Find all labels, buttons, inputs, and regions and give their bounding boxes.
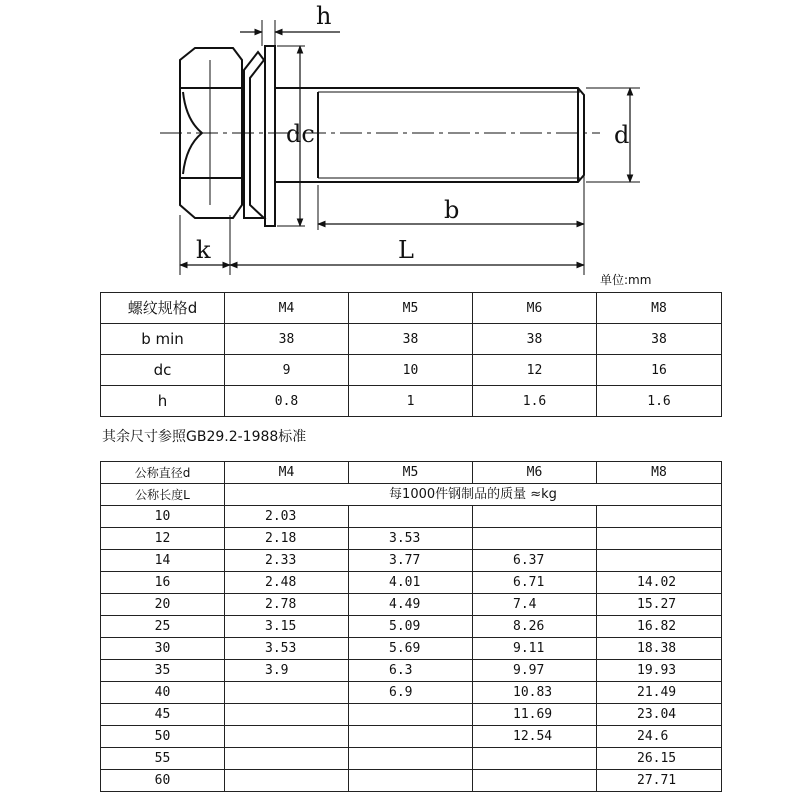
mass-cell: 10.83	[473, 682, 597, 704]
mass-length-cell: 12	[101, 528, 225, 550]
mass-unit-label: 每1000件钢制品的质量 ≈kg	[225, 484, 722, 506]
spec-header-row	[101, 293, 722, 324]
spec-header-label: 螺纹规格d	[101, 293, 225, 324]
bolt-assembly-drawing	[0, 0, 800, 290]
unit-note: 单位:mm	[600, 273, 652, 287]
mass-cell	[597, 550, 722, 572]
label-d: d	[614, 121, 630, 149]
mass-length-cell: 20	[101, 594, 225, 616]
spec-row	[101, 355, 722, 386]
mass-unit-row	[101, 484, 722, 506]
mass-table	[100, 461, 722, 792]
mass-cell: 15.27	[597, 594, 722, 616]
bolt-shank	[275, 88, 584, 182]
mass-row	[101, 638, 722, 660]
mass-cell	[225, 682, 349, 704]
mass-row	[101, 528, 722, 550]
mass-cell: 2.18	[225, 528, 349, 550]
spec-size-header: M5	[349, 293, 473, 324]
flat-washer	[265, 46, 275, 226]
mass-header-row	[101, 462, 722, 484]
mass-cell: 2.03	[225, 506, 349, 528]
mass-length-cell: 40	[101, 682, 225, 704]
spec-row-label: dc	[101, 355, 225, 386]
mass-cell: 12.54	[473, 726, 597, 748]
mass-row	[101, 726, 722, 748]
spec-cell: 38	[225, 324, 349, 355]
mass-length-cell: 16	[101, 572, 225, 594]
mass-cell	[225, 770, 349, 792]
spec-size-header: M4	[225, 293, 349, 324]
mass-row	[101, 660, 722, 682]
mass-length-cell: 50	[101, 726, 225, 748]
mass-cell	[473, 748, 597, 770]
spec-table	[100, 292, 722, 417]
mass-cell	[473, 528, 597, 550]
spec-cell: 16	[597, 355, 722, 386]
mass-header-d-label: 公称直径d	[101, 462, 225, 484]
mass-cell: 11.69	[473, 704, 597, 726]
label-h: h	[316, 2, 332, 30]
spec-size-header: M8	[597, 293, 722, 324]
mass-cell: 3.15	[225, 616, 349, 638]
mass-length-cell: 30	[101, 638, 225, 660]
spring-washer	[244, 52, 264, 218]
mass-cell: 4.01	[349, 572, 473, 594]
mass-cell: 2.48	[225, 572, 349, 594]
mass-cell	[473, 770, 597, 792]
mass-row	[101, 748, 722, 770]
label-b: b	[444, 196, 460, 224]
mass-size-header: M4	[225, 462, 349, 484]
spec-row-label: b min	[101, 324, 225, 355]
mass-cell	[349, 506, 473, 528]
mass-cell: 3.53	[225, 638, 349, 660]
mass-cell: 3.77	[349, 550, 473, 572]
spec-cell: 1.6	[473, 386, 597, 417]
mass-cell: 21.49	[597, 682, 722, 704]
mass-cell: 6.9	[349, 682, 473, 704]
mass-size-header: M8	[597, 462, 722, 484]
mass-cell: 26.15	[597, 748, 722, 770]
mass-length-cell: 35	[101, 660, 225, 682]
spec-size-header: M6	[473, 293, 597, 324]
spec-row-label: h	[101, 386, 225, 417]
mass-cell: 5.69	[349, 638, 473, 660]
mass-length-cell: 14	[101, 550, 225, 572]
mass-cell	[597, 528, 722, 550]
spec-cell: 10	[349, 355, 473, 386]
mass-row	[101, 550, 722, 572]
mass-row	[101, 616, 722, 638]
mass-cell: 16.82	[597, 616, 722, 638]
mass-cell: 4.49	[349, 594, 473, 616]
mass-cell: 9.11	[473, 638, 597, 660]
spec-cell: 38	[349, 324, 473, 355]
spec-cell: 1	[349, 386, 473, 417]
mass-cell	[225, 704, 349, 726]
mass-cell: 3.53	[349, 528, 473, 550]
mass-cell	[597, 506, 722, 528]
mass-cell: 2.33	[225, 550, 349, 572]
standard-note: 其余尺寸参照GB29.2-1988标准	[102, 429, 307, 445]
mass-cell: 6.3	[349, 660, 473, 682]
spec-cell: 0.8	[225, 386, 349, 417]
mass-length-cell: 60	[101, 770, 225, 792]
mass-row	[101, 572, 722, 594]
mass-cell	[473, 506, 597, 528]
mass-cell: 7.4	[473, 594, 597, 616]
spec-cell: 38	[473, 324, 597, 355]
mass-cell: 2.78	[225, 594, 349, 616]
mass-cell: 23.04	[597, 704, 722, 726]
mass-row	[101, 704, 722, 726]
mass-cell: 18.38	[597, 638, 722, 660]
mass-cell: 24.6	[597, 726, 722, 748]
label-k: k	[196, 236, 211, 264]
mass-cell: 5.09	[349, 616, 473, 638]
mass-length-cell: 10	[101, 506, 225, 528]
mass-row	[101, 594, 722, 616]
mass-cell: 8.26	[473, 616, 597, 638]
mass-cell	[349, 726, 473, 748]
spec-cell: 1.6	[597, 386, 722, 417]
mass-cell	[225, 748, 349, 770]
mass-cell: 14.02	[597, 572, 722, 594]
mass-row	[101, 506, 722, 528]
mass-cell: 9.97	[473, 660, 597, 682]
mass-length-cell: 25	[101, 616, 225, 638]
spec-row	[101, 324, 722, 355]
spec-row	[101, 386, 722, 417]
mass-cell: 6.71	[473, 572, 597, 594]
mass-cell: 6.37	[473, 550, 597, 572]
mass-size-header: M5	[349, 462, 473, 484]
mass-cell: 3.9	[225, 660, 349, 682]
mass-row	[101, 770, 722, 792]
spec-cell: 9	[225, 355, 349, 386]
mass-cell	[349, 704, 473, 726]
mass-header-L-label: 公称长度L	[101, 484, 225, 506]
mass-size-header: M6	[473, 462, 597, 484]
mass-cell	[349, 770, 473, 792]
mass-cell: 19.93	[597, 660, 722, 682]
mass-length-cell: 45	[101, 704, 225, 726]
spec-cell: 12	[473, 355, 597, 386]
label-dc: dc	[286, 120, 315, 148]
spec-cell: 38	[597, 324, 722, 355]
mass-cell	[349, 748, 473, 770]
mass-row	[101, 682, 722, 704]
mass-cell: 27.71	[597, 770, 722, 792]
mass-cell	[225, 726, 349, 748]
label-L: L	[398, 236, 414, 264]
mass-length-cell: 55	[101, 748, 225, 770]
